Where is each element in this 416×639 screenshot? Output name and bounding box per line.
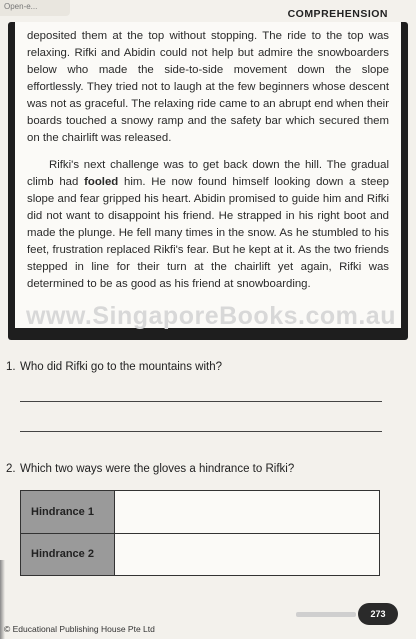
answer-line-1a[interactable] [20,401,382,402]
paragraph-2-part-a: Rifki's next challenge was to get back down the hill. The gradual climb had [27,159,389,188]
page-number-badge: 273 [358,603,398,625]
table-row [21,533,380,576]
passage-text [15,22,401,328]
question-1-number: 1. [6,361,16,373]
hindrance-1-answer[interactable] [115,491,380,534]
question-2-number: 2. [6,463,16,475]
question-1 [6,361,222,373]
table-row [21,491,380,534]
passage-paragraph-1: deposited them at the top without stopping. The ride to the top was relaxing. Rifki and Abidin could not help but admire the snowboarders below who made the side-to-side movement down the slope effortlessly. They tried not to laugh at the few beginners whose descent was not as graceful. The relaxing ride came to an abrupt end when their boards touched a snowy ramp and the safety bar which secured them on the chairlift was released. [27,30,389,144]
question-2-text: Which two ways were the gloves a hindrance to Rifki? [20,463,295,475]
bold-word-fooled: fooled [84,176,119,188]
publisher-credit: © Educational Publishing House Pte Ltd [4,624,155,634]
passage-paragraph-2 [27,157,389,293]
hindrance-1-label: Hindrance 1 [21,491,115,534]
question-2 [6,463,294,475]
section-title: COMPREHENSION [287,8,388,20]
question-1-text: Who did Rifki go to the mountains with? [20,361,222,373]
watermark-text: www.SingaporeBooks.com.au [26,302,396,330]
hindrance-table [20,490,380,576]
hindrance-2-label: Hindrance 2 [21,533,115,576]
answer-line-1b[interactable] [20,431,382,432]
section-tab: Open-e... [0,0,70,16]
hindrance-2-answer[interactable] [115,533,380,576]
paragraph-2-part-b: him. He now found himself looking down a steep slope and fear gripped his heart. Abidin promised to guide him and Rifki did not want to disappoint his friend. He strapped in his right boot and made the plunge. He fell many times in the snow. As he stumbled to his feet, frustration replaced Rikfi's fear. But he kept at it. As the two friends stepped in line for their turn at the chairlift yet again, Rifki was determined to be as good as his friend at snowboarding. [27,176,389,290]
page-decoration-bar [296,612,356,617]
